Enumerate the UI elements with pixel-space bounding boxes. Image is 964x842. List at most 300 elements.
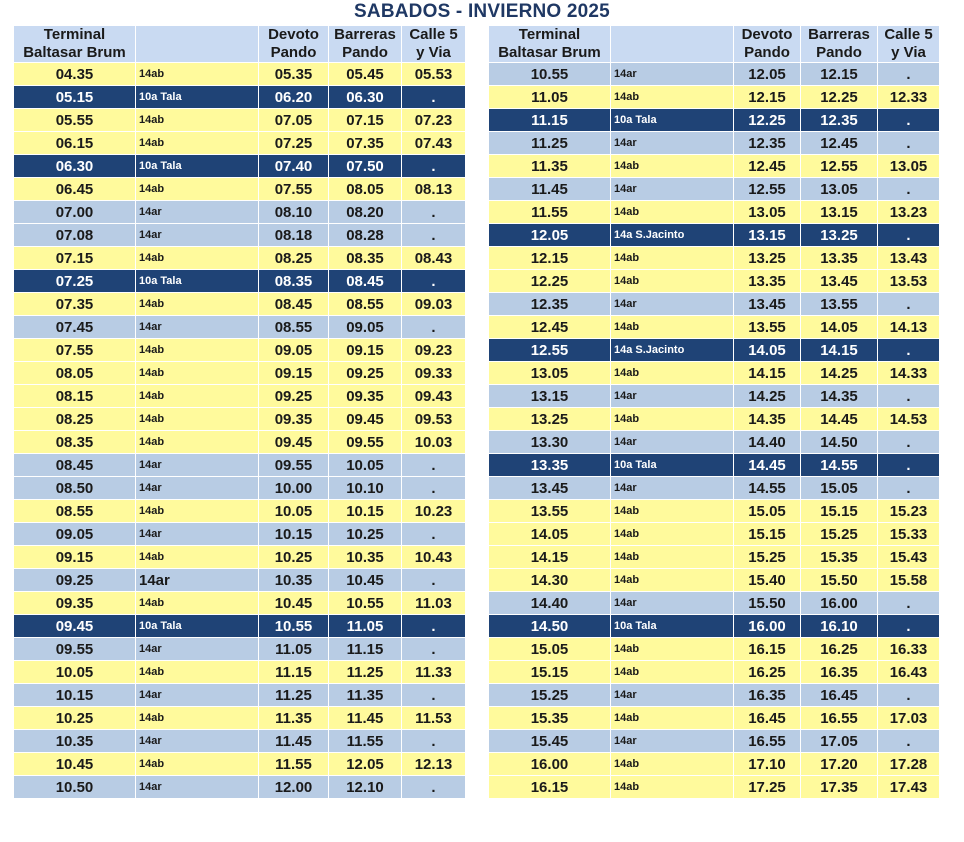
devoto-time-cell: 11.05 [259, 638, 329, 661]
departure-time-cell: 08.25 [14, 408, 136, 431]
devoto-time-cell: 08.10 [259, 201, 329, 224]
departure-time-cell: 15.05 [489, 638, 611, 661]
route-cell: 10a Tala [611, 454, 734, 477]
header-barreras: Barreras Pando [801, 26, 878, 63]
devoto-time-cell: 12.05 [734, 63, 801, 86]
calle-time-cell: . [402, 684, 466, 707]
departure-time-cell: 07.08 [14, 224, 136, 247]
route-cell: 14ab [611, 776, 734, 799]
route-cell: 14ab [136, 247, 259, 270]
barreras-time-cell: 14.25 [801, 362, 878, 385]
table-row [489, 408, 940, 431]
departure-time-cell: 11.15 [489, 109, 611, 132]
devoto-time-cell: 12.35 [734, 132, 801, 155]
devoto-time-cell: 13.05 [734, 201, 801, 224]
route-cell: 14ab [611, 155, 734, 178]
calle-time-cell: 17.43 [878, 776, 940, 799]
calle-time-cell: . [878, 339, 940, 362]
departure-time-cell: 06.45 [14, 178, 136, 201]
devoto-time-cell: 11.45 [259, 730, 329, 753]
devoto-time-cell: 10.35 [259, 569, 329, 592]
header-terminal: Terminal Baltasar Brum [14, 26, 136, 63]
devoto-time-cell: 13.25 [734, 247, 801, 270]
devoto-time-cell: 11.35 [259, 707, 329, 730]
devoto-time-cell: 10.05 [259, 500, 329, 523]
departure-time-cell: 07.00 [14, 201, 136, 224]
departure-time-cell: 13.35 [489, 454, 611, 477]
route-cell: 14ar [136, 638, 259, 661]
barreras-time-cell: 10.45 [329, 569, 402, 592]
table-row [14, 362, 466, 385]
route-cell: 14ar [611, 684, 734, 707]
calle-time-cell: . [402, 638, 466, 661]
table-row [489, 224, 940, 247]
table-row [14, 224, 466, 247]
route-cell: 14ar [611, 477, 734, 500]
table-row [14, 316, 466, 339]
calle-time-cell: 09.43 [402, 385, 466, 408]
departure-time-cell: 04.35 [14, 63, 136, 86]
header-row [14, 26, 466, 63]
calle-time-cell: . [878, 132, 940, 155]
calle-time-cell: 10.43 [402, 546, 466, 569]
route-cell: 14ar [136, 477, 259, 500]
route-cell: 14ar [136, 224, 259, 247]
devoto-time-cell: 14.45 [734, 454, 801, 477]
route-cell: 14ab [136, 431, 259, 454]
route-cell: 14ar [136, 454, 259, 477]
barreras-time-cell: 12.25 [801, 86, 878, 109]
barreras-time-cell: 11.25 [329, 661, 402, 684]
barreras-time-cell: 11.05 [329, 615, 402, 638]
departure-time-cell: 08.35 [14, 431, 136, 454]
route-cell: 14ar [136, 684, 259, 707]
route-cell: 10a Tala [136, 615, 259, 638]
header-row [489, 26, 940, 63]
calle-time-cell: 14.53 [878, 408, 940, 431]
departure-time-cell: 06.30 [14, 155, 136, 178]
barreras-time-cell: 14.50 [801, 431, 878, 454]
calle-time-cell: 15.23 [878, 500, 940, 523]
table-row [489, 132, 940, 155]
route-cell: 14ab [136, 661, 259, 684]
devoto-time-cell: 15.05 [734, 500, 801, 523]
departure-time-cell: 14.05 [489, 523, 611, 546]
barreras-time-cell: 10.35 [329, 546, 402, 569]
barreras-time-cell: 09.55 [329, 431, 402, 454]
route-cell: 14ab [611, 86, 734, 109]
table-row [14, 178, 466, 201]
barreras-time-cell: 05.45 [329, 63, 402, 86]
calle-time-cell: 09.53 [402, 408, 466, 431]
calle-time-cell: . [402, 477, 466, 500]
calle-time-cell: 16.33 [878, 638, 940, 661]
table-row [489, 316, 940, 339]
devoto-time-cell: 10.00 [259, 477, 329, 500]
calle-time-cell: . [878, 63, 940, 86]
barreras-time-cell: 14.05 [801, 316, 878, 339]
barreras-time-cell: 11.15 [329, 638, 402, 661]
table-row [489, 431, 940, 454]
devoto-time-cell: 08.45 [259, 293, 329, 316]
devoto-time-cell: 14.40 [734, 431, 801, 454]
departure-time-cell: 11.55 [489, 201, 611, 224]
devoto-time-cell: 15.15 [734, 523, 801, 546]
devoto-time-cell: 07.40 [259, 155, 329, 178]
barreras-time-cell: 08.28 [329, 224, 402, 247]
route-cell: 10a Tala [136, 155, 259, 178]
barreras-time-cell: 06.30 [329, 86, 402, 109]
table-row [14, 155, 466, 178]
barreras-time-cell: 14.35 [801, 385, 878, 408]
table-row [14, 615, 466, 638]
route-cell: 14ab [611, 707, 734, 730]
barreras-time-cell: 16.35 [801, 661, 878, 684]
barreras-time-cell: 10.15 [329, 500, 402, 523]
route-cell: 10a Tala [611, 109, 734, 132]
table-row [489, 569, 940, 592]
table-row [14, 86, 466, 109]
departure-time-cell: 10.50 [14, 776, 136, 799]
devoto-time-cell: 14.25 [734, 385, 801, 408]
barreras-time-cell: 14.45 [801, 408, 878, 431]
devoto-time-cell: 11.55 [259, 753, 329, 776]
devoto-time-cell: 13.55 [734, 316, 801, 339]
departure-time-cell: 11.05 [489, 86, 611, 109]
table-row [489, 362, 940, 385]
calle-time-cell: . [878, 684, 940, 707]
devoto-time-cell: 09.35 [259, 408, 329, 431]
header-devoto: Devoto Pando [259, 26, 329, 63]
barreras-time-cell: 17.05 [801, 730, 878, 753]
departure-time-cell: 13.25 [489, 408, 611, 431]
calle-time-cell: 13.43 [878, 247, 940, 270]
route-cell: 14ar [611, 63, 734, 86]
route-cell: 14ab [611, 316, 734, 339]
calle-time-cell: . [878, 109, 940, 132]
departure-time-cell: 07.15 [14, 247, 136, 270]
barreras-time-cell: 12.05 [329, 753, 402, 776]
departure-time-cell: 10.25 [14, 707, 136, 730]
calle-time-cell: . [878, 615, 940, 638]
devoto-time-cell: 16.15 [734, 638, 801, 661]
departure-time-cell: 15.25 [489, 684, 611, 707]
header-calle: Calle 5 y Via [878, 26, 940, 63]
barreras-time-cell: 09.45 [329, 408, 402, 431]
calle-time-cell: 17.03 [878, 707, 940, 730]
route-cell: 14ab [611, 362, 734, 385]
calle-time-cell: 09.03 [402, 293, 466, 316]
calle-time-cell: . [878, 477, 940, 500]
calle-time-cell: . [402, 224, 466, 247]
calle-time-cell: . [878, 224, 940, 247]
table-row [489, 500, 940, 523]
calle-time-cell: . [878, 293, 940, 316]
route-cell: 14ab [611, 661, 734, 684]
calle-time-cell: 13.23 [878, 201, 940, 224]
calle-time-cell: 17.28 [878, 753, 940, 776]
calle-time-cell: . [402, 155, 466, 178]
barreras-time-cell: 15.05 [801, 477, 878, 500]
table-row [489, 86, 940, 109]
barreras-time-cell: 12.55 [801, 155, 878, 178]
calle-time-cell: . [878, 454, 940, 477]
route-cell: 14ab [136, 293, 259, 316]
devoto-time-cell: 16.35 [734, 684, 801, 707]
table-row [489, 63, 940, 86]
calle-time-cell: . [878, 431, 940, 454]
table-row [489, 776, 940, 799]
calle-time-cell: 08.43 [402, 247, 466, 270]
route-cell: 14ar [136, 201, 259, 224]
devoto-time-cell: 10.45 [259, 592, 329, 615]
route-cell: 14ab [136, 592, 259, 615]
departure-time-cell: 08.50 [14, 477, 136, 500]
devoto-time-cell: 16.00 [734, 615, 801, 638]
calle-time-cell: 16.43 [878, 661, 940, 684]
route-cell: 14ab [611, 270, 734, 293]
barreras-time-cell: 10.55 [329, 592, 402, 615]
devoto-time-cell: 15.50 [734, 592, 801, 615]
devoto-time-cell: 14.55 [734, 477, 801, 500]
departure-time-cell: 13.30 [489, 431, 611, 454]
devoto-time-cell: 07.55 [259, 178, 329, 201]
devoto-time-cell: 09.15 [259, 362, 329, 385]
barreras-time-cell: 09.25 [329, 362, 402, 385]
route-cell: 14ab [136, 385, 259, 408]
route-cell: 14ab [136, 339, 259, 362]
devoto-time-cell: 13.35 [734, 270, 801, 293]
departure-time-cell: 15.45 [489, 730, 611, 753]
calle-time-cell: 07.23 [402, 109, 466, 132]
calle-time-cell: . [402, 270, 466, 293]
route-cell: 14ar [136, 316, 259, 339]
route-cell: 14ar [136, 523, 259, 546]
table-row [489, 178, 940, 201]
calle-time-cell: . [402, 776, 466, 799]
departure-time-cell: 09.55 [14, 638, 136, 661]
devoto-time-cell: 12.25 [734, 109, 801, 132]
table-row [14, 431, 466, 454]
header-barreras: Barreras Pando [329, 26, 402, 63]
calle-time-cell: 11.03 [402, 592, 466, 615]
departure-time-cell: 09.05 [14, 523, 136, 546]
departure-time-cell: 05.55 [14, 109, 136, 132]
devoto-time-cell: 10.15 [259, 523, 329, 546]
header-route [611, 26, 734, 63]
departure-time-cell: 12.05 [489, 224, 611, 247]
route-cell: 14a S.Jacinto [611, 224, 734, 247]
devoto-time-cell: 07.25 [259, 132, 329, 155]
route-cell: 14ab [136, 109, 259, 132]
table-row [489, 270, 940, 293]
barreras-time-cell: 08.05 [329, 178, 402, 201]
barreras-time-cell: 07.50 [329, 155, 402, 178]
table-row [489, 247, 940, 270]
departure-time-cell: 10.55 [489, 63, 611, 86]
devoto-time-cell: 17.25 [734, 776, 801, 799]
table-row [489, 339, 940, 362]
table-row [14, 707, 466, 730]
table-row [489, 592, 940, 615]
barreras-time-cell: 08.55 [329, 293, 402, 316]
route-cell: 14ab [611, 753, 734, 776]
calle-time-cell: 15.58 [878, 569, 940, 592]
departure-time-cell: 08.15 [14, 385, 136, 408]
calle-time-cell: 15.33 [878, 523, 940, 546]
barreras-time-cell: 10.10 [329, 477, 402, 500]
barreras-time-cell: 09.15 [329, 339, 402, 362]
barreras-time-cell: 16.25 [801, 638, 878, 661]
barreras-time-cell: 10.25 [329, 523, 402, 546]
barreras-time-cell: 12.45 [801, 132, 878, 155]
barreras-time-cell: 12.10 [329, 776, 402, 799]
route-cell: 14ab [611, 569, 734, 592]
route-cell: 14ab [611, 201, 734, 224]
devoto-time-cell: 15.25 [734, 546, 801, 569]
departure-time-cell: 13.15 [489, 385, 611, 408]
table-row [14, 477, 466, 500]
calle-time-cell: 13.53 [878, 270, 940, 293]
header-terminal: Terminal Baltasar Brum [489, 26, 611, 63]
table-row [489, 546, 940, 569]
devoto-time-cell: 14.35 [734, 408, 801, 431]
devoto-time-cell: 09.05 [259, 339, 329, 362]
route-cell: 14ab [136, 178, 259, 201]
devoto-time-cell: 05.35 [259, 63, 329, 86]
table-row [14, 270, 466, 293]
barreras-time-cell: 08.20 [329, 201, 402, 224]
devoto-time-cell: 15.40 [734, 569, 801, 592]
table-row [14, 247, 466, 270]
departure-time-cell: 07.35 [14, 293, 136, 316]
route-cell: 14ar [611, 592, 734, 615]
barreras-time-cell: 07.15 [329, 109, 402, 132]
table-row [489, 155, 940, 178]
route-cell: 14ab [136, 707, 259, 730]
table-row [489, 385, 940, 408]
departure-time-cell: 10.45 [14, 753, 136, 776]
barreras-time-cell: 09.35 [329, 385, 402, 408]
calle-time-cell: . [402, 569, 466, 592]
departure-time-cell: 12.35 [489, 293, 611, 316]
barreras-time-cell: 13.15 [801, 201, 878, 224]
calle-time-cell: . [402, 86, 466, 109]
devoto-time-cell: 08.35 [259, 270, 329, 293]
schedule-table-left [13, 25, 466, 799]
table-row [489, 201, 940, 224]
devoto-time-cell: 09.25 [259, 385, 329, 408]
departure-time-cell: 16.15 [489, 776, 611, 799]
route-cell: 14ab [611, 247, 734, 270]
devoto-time-cell: 13.45 [734, 293, 801, 316]
departure-time-cell: 13.05 [489, 362, 611, 385]
table-row [14, 109, 466, 132]
schedule-table-right [488, 25, 940, 799]
table-row [14, 753, 466, 776]
calle-time-cell: . [878, 592, 940, 615]
devoto-time-cell: 12.00 [259, 776, 329, 799]
departure-time-cell: 09.15 [14, 546, 136, 569]
departure-time-cell: 08.45 [14, 454, 136, 477]
route-cell: 14ar [611, 132, 734, 155]
table-row [489, 684, 940, 707]
table-row [489, 638, 940, 661]
barreras-time-cell: 10.05 [329, 454, 402, 477]
barreras-time-cell: 11.55 [329, 730, 402, 753]
table-row [14, 523, 466, 546]
barreras-time-cell: 11.35 [329, 684, 402, 707]
route-cell: 14ab [611, 408, 734, 431]
departure-time-cell: 14.50 [489, 615, 611, 638]
devoto-time-cell: 09.55 [259, 454, 329, 477]
calle-time-cell: 11.53 [402, 707, 466, 730]
table-row [14, 661, 466, 684]
route-cell: 14ar [136, 730, 259, 753]
departure-time-cell: 08.55 [14, 500, 136, 523]
departure-time-cell: 06.15 [14, 132, 136, 155]
calle-time-cell: 10.23 [402, 500, 466, 523]
devoto-time-cell: 12.55 [734, 178, 801, 201]
table-row [14, 63, 466, 86]
barreras-time-cell: 14.55 [801, 454, 878, 477]
barreras-time-cell: 16.45 [801, 684, 878, 707]
barreras-time-cell: 15.35 [801, 546, 878, 569]
devoto-time-cell: 12.15 [734, 86, 801, 109]
table-row [489, 661, 940, 684]
table-row [14, 546, 466, 569]
barreras-time-cell: 15.25 [801, 523, 878, 546]
route-cell: 14ar [611, 431, 734, 454]
departure-time-cell: 05.15 [14, 86, 136, 109]
devoto-time-cell: 10.55 [259, 615, 329, 638]
departure-time-cell: 07.45 [14, 316, 136, 339]
devoto-time-cell: 07.05 [259, 109, 329, 132]
devoto-time-cell: 11.25 [259, 684, 329, 707]
header-route [136, 26, 259, 63]
barreras-time-cell: 12.35 [801, 109, 878, 132]
barreras-time-cell: 16.00 [801, 592, 878, 615]
route-cell: 14ab [611, 500, 734, 523]
table-row [489, 753, 940, 776]
barreras-time-cell: 13.05 [801, 178, 878, 201]
departure-time-cell: 09.25 [14, 569, 136, 592]
calle-time-cell: . [878, 385, 940, 408]
barreras-time-cell: 09.05 [329, 316, 402, 339]
calle-time-cell: 05.53 [402, 63, 466, 86]
route-cell: 14ar [611, 730, 734, 753]
calle-time-cell: 09.33 [402, 362, 466, 385]
barreras-time-cell: 13.35 [801, 247, 878, 270]
departure-time-cell: 11.25 [489, 132, 611, 155]
calle-time-cell: 12.33 [878, 86, 940, 109]
devoto-time-cell: 08.18 [259, 224, 329, 247]
table-row [489, 293, 940, 316]
table-row [14, 730, 466, 753]
barreras-time-cell: 08.45 [329, 270, 402, 293]
barreras-time-cell: 11.45 [329, 707, 402, 730]
route-cell: 10a Tala [136, 86, 259, 109]
departure-time-cell: 15.15 [489, 661, 611, 684]
calle-time-cell: 14.33 [878, 362, 940, 385]
devoto-time-cell: 11.15 [259, 661, 329, 684]
departure-time-cell: 09.35 [14, 592, 136, 615]
barreras-time-cell: 13.55 [801, 293, 878, 316]
route-cell: 10a Tala [611, 615, 734, 638]
table-row [14, 201, 466, 224]
route-cell: 14ar [611, 178, 734, 201]
departure-time-cell: 13.45 [489, 477, 611, 500]
